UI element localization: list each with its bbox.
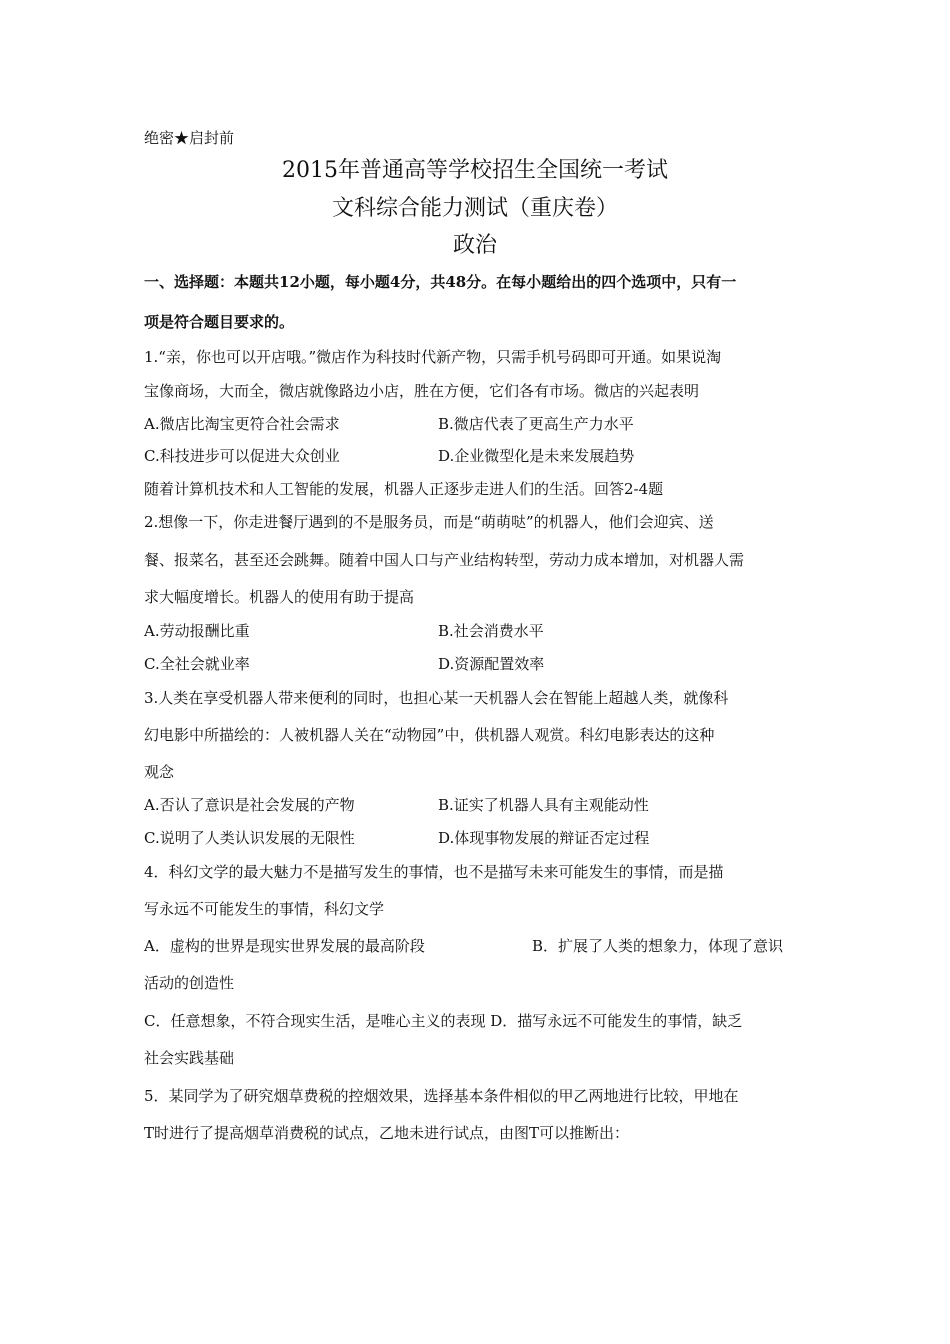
section-instructions-line2: 项是符合题目要求的。 [144, 313, 295, 331]
secret-label: 绝密★启封前 [144, 129, 235, 147]
q4-option-c-d: C．任意想象，不符合现实生活，是唯心主义的表现 D．描写永远不可能发生的事情，缺乏 [144, 1012, 743, 1030]
q4-option-a: A．虚构的世界是现实世界发展的最高阶段 [144, 937, 425, 955]
q1-option-d: D.企业微型化是未来发展趋势 [438, 447, 635, 465]
q3-option-c: C.说明了人类认识发展的无限性 [144, 829, 355, 847]
q1-option-c: C.科技进步可以促进大众创业 [144, 447, 340, 465]
q1-option-a: A.微店比淘宝更符合社会需求 [144, 415, 340, 433]
subject-title: 政治 [452, 233, 497, 258]
q3-stem-line3: 观念 [144, 763, 175, 781]
exam-title: 2015年普通高等学校招生全国统一考试 [282, 158, 668, 183]
q2-option-d: D.资源配置效率 [438, 655, 545, 673]
q2-stem-line1: 2.想像一下，你走进餐厅遇到的不是服务员，而是“萌萌哒”的机器人，他们会迎宾、送 [144, 513, 714, 531]
intro-questions-2-4: 随着计算机技术和人工智能的发展，机器人正逐步走进人们的生活。回答2-4题 [144, 480, 664, 498]
exam-subtitle: 文科综合能力测试（重庆卷） [331, 196, 618, 221]
q2-stem-line3: 求大幅度增长。机器人的使用有助于提高 [144, 588, 415, 606]
q2-stem-line2: 餐、报菜名，甚至还会跳舞。随着中国人口与产业结构转型，劳动力成本增加，对机器人需 [144, 551, 745, 569]
q2-option-c: C.全社会就业率 [144, 655, 250, 673]
q3-stem-line1: 3.人类在享受机器人带来便利的同时，也担心某一天机器人会在智能上超越人类，就像科 [144, 689, 729, 707]
q4-stem-line1: 4．科幻文学的最大魅力不是描写发生的事情，也不是描写未来可能发生的事情，而是描 [144, 863, 724, 881]
section-instructions-line1: 一、选择题：本题共12小题，每小题4分，共48分。在每小题给出的四个选项中，只有一 [144, 273, 737, 291]
q3-option-b: B.证实了机器人具有主观能动性 [438, 796, 649, 814]
q5-stem-line2: T时进行了提高烟草消费税的试点，乙地未进行试点，由图T可以推断出： [144, 1124, 630, 1142]
q4-stem-line2: 写永远不可能发生的事情，科幻文学 [144, 900, 385, 918]
q2-option-b: B.社会消费水平 [438, 622, 544, 640]
q2-option-a: A.劳动报酬比重 [144, 622, 250, 640]
q3-option-d: D.体现事物发展的辩证否定过程 [438, 829, 650, 847]
q1-stem-line1: 1.“亲，你也可以开店哦。”微店作为科技时代新产物，只需手机号码即可开通。如果说淘 [144, 348, 722, 366]
q3-stem-line2: 幻电影中所描绘的：人被机器人关在“动物园”中，供机器人观赏。科幻电影表达的这种 [144, 726, 715, 744]
q4-option-b-continued: 活动的创造性 [144, 974, 235, 992]
q4-option-d-continued: 社会实践基础 [144, 1049, 235, 1067]
q4-option-b: B．扩展了人类的想象力，体现了意识 [532, 937, 784, 955]
q5-stem-line1: 5．某同学为了研究烟草费税的控烟效果，选择基本条件相似的甲乙两地进行比较，甲地在 [144, 1087, 739, 1105]
q1-stem-line2: 宝像商场，大而全，微店就像路边小店，胜在方便，它们各有市场。微店的兴起表明 [144, 382, 700, 400]
q1-option-b: B.微店代表了更高生产力水平 [438, 415, 634, 433]
q3-option-a: A.否认了意识是社会发展的产物 [144, 796, 355, 814]
